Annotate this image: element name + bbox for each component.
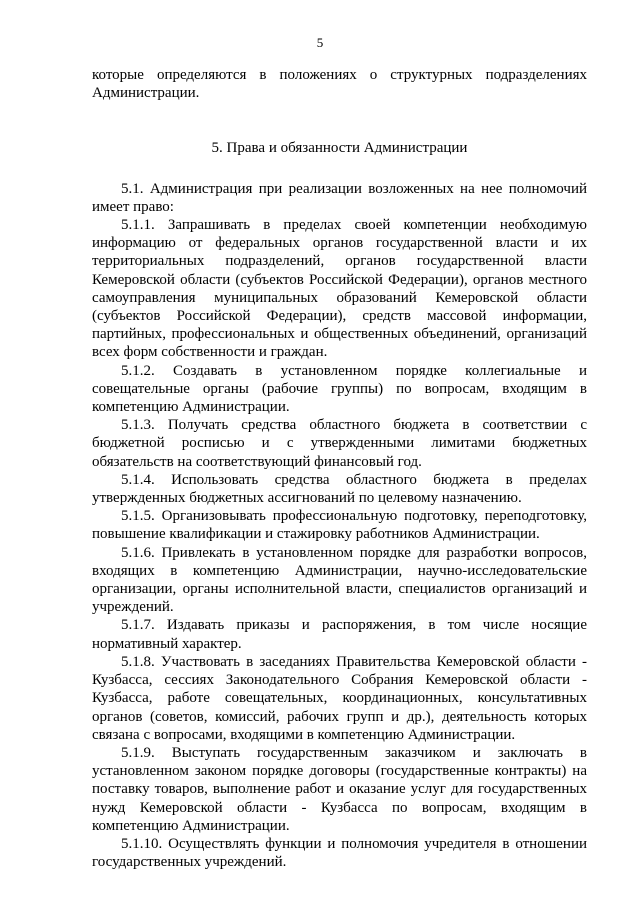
- paragraph-5-1-5: 5.1.5. Организовывать профессиональную подготовку, переподготовку, повышение квалификации и стажировку работников Администрации.: [92, 508, 587, 543]
- paragraph-5-1: 5.1. Администрация при реализации возложенных на нее полномочий имеет право:: [92, 180, 587, 215]
- paragraph-5-1-2: 5.1.2. Создавать в установленном порядке коллегиальные и совещательные органы (рабочие группы) по вопросам, входящим в компетенцию Администрации.: [92, 362, 587, 416]
- document-body: [92, 66, 587, 871]
- paragraph-5-1-4: 5.1.4. Использовать средства областного бюджета в пределах утвержденных бюджетных ассигнований по целевому назначению.: [92, 471, 587, 507]
- paragraph-5-1-3: 5.1.3. Получать средства областного бюджета в соответствии с бюджетной росписью и с утвержденными лимитами бюджетных обязательств на соответствующий финансовый год.: [92, 417, 587, 470]
- paragraph-5-1-8: 5.1.8. Участвовать в заседаниях Правительства Кемеровской области - Кузбасса, сессиях Законодательного Собрания Кемеровской области - Кузбасса, работе совещательных, координационных, консультативных органов (советов, комиссий, рабочих групп и др.), деятельность которых связана с вопросами, входящими в компетенцию Администрации.: [92, 653, 587, 743]
- section-heading: 5. Права и обязанности Администрации: [211, 140, 468, 157]
- paragraph-5-1-6: 5.1.6. Привлекать в установленном порядке для разработки вопросов, входящих в компетенцию Администрации, научно-исследовательские организации, органы исполнительной власти, специалистов организаций и учреждений.: [92, 544, 587, 616]
- paragraph-5-1-10: 5.1.10. Осуществлять функции и полномочия учредителя в отношении государственных учреждений.: [92, 835, 587, 871]
- continuation-paragraph: которые определяются в положениях о структурных подразделениях Администрации.: [92, 67, 587, 102]
- paragraph-5-1-1: 5.1.1. Запрашивать в пределах своей компетенции необходимую информацию от федеральных органов государственной власти и их территориальных подразделений, органов государственной власти Кемеровской области (субъектов Российской Федерации), органов местного самоуправления муниципальных образований Кемеровской области (субъектов Российской Федерации), средств массовой информации, партийных, профессиональных и общественных объединений, организаций всех форм собственности и граждан.: [92, 217, 587, 361]
- page-number: 5: [316, 35, 324, 50]
- paragraph-5-1-7: 5.1.7. Издавать приказы и распоряжения, в том числе носящие нормативный характер.: [92, 617, 587, 652]
- paragraph-5-1-9: 5.1.9. Выступать государственным заказчиком и заключать в установленном законом порядке договоры (государственные контракты) на поставку товаров, выполнение работ и оказание услуг для государственных нужд Кемеровской области - Кузбасса по вопросам, входящим в компетенцию Администрации.: [92, 744, 587, 834]
